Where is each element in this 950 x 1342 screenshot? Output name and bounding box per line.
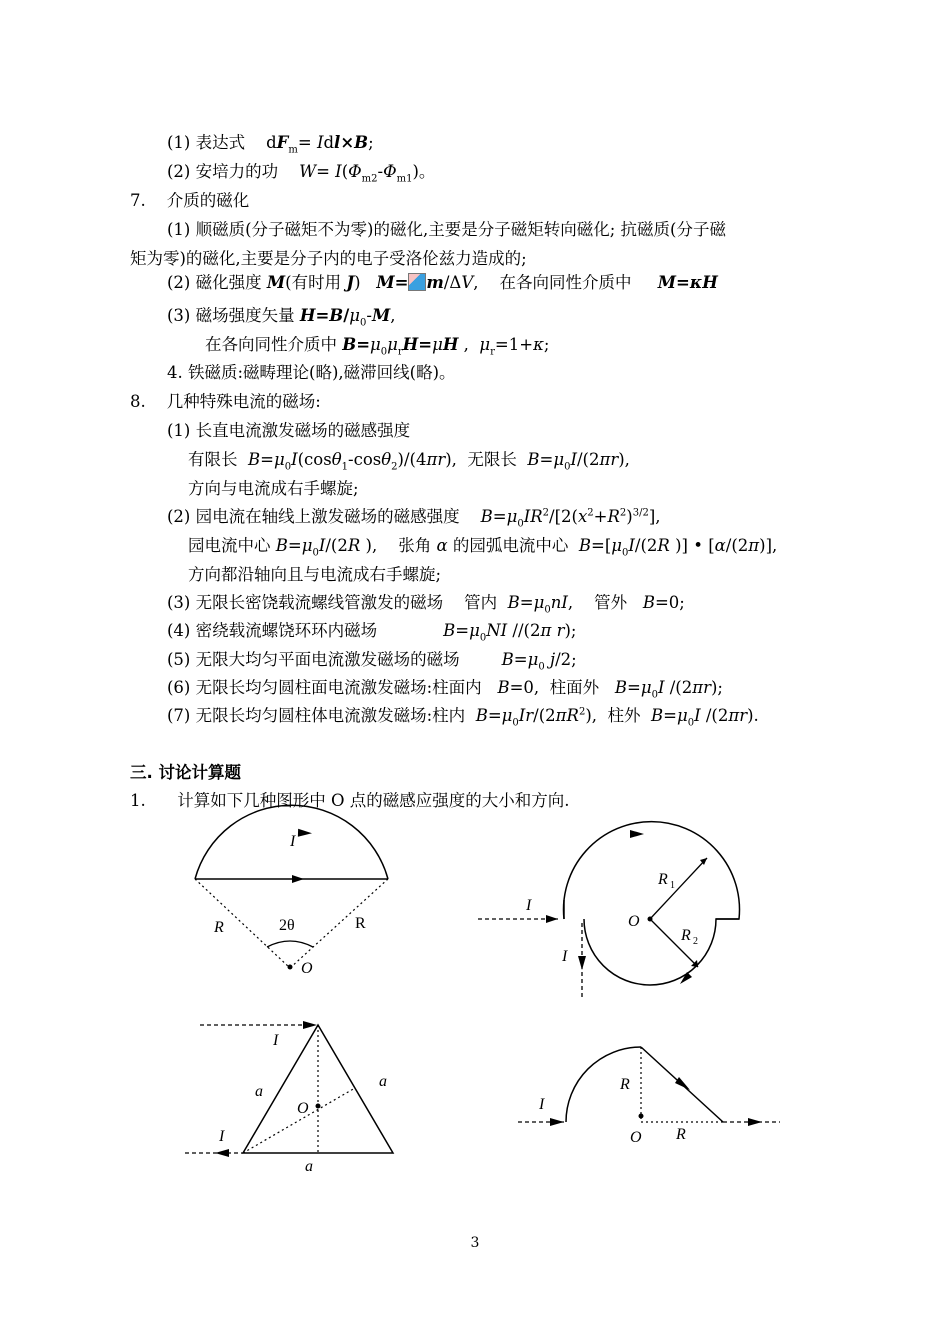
line-q6: (6) 无限长均匀圆柱面电流激发磁场:柱面内 B=0, 柱面外 $B=\mu_0I$ /(2πr); [167, 678, 723, 701]
line-ampere-work: (2) 安培力的功 $W= I(\Phi_{m2}-\Phi_{m1})$。 [167, 162, 436, 185]
page-number: 3 [470, 1235, 480, 1251]
label-r1-sub: 1 [670, 880, 675, 891]
label-radius-right: R [355, 915, 366, 932]
lead-in-arrow-icon [550, 1118, 564, 1126]
line-q1: (1) 长直电流激发磁场的磁感强度 [167, 421, 411, 440]
label-o: O [628, 913, 640, 930]
point-o [288, 965, 293, 970]
label-r2: R [681, 927, 691, 944]
section-8-title: 8. 几种特殊电流的磁场: [130, 392, 321, 411]
lead-in-arrow-icon [303, 1021, 317, 1029]
label-r2-sub: 2 [693, 936, 698, 947]
slant-arrow-icon [675, 1077, 690, 1090]
diagram-two-radius [478, 828, 748, 1003]
section-7-title: 7. 介质的磁化 [130, 191, 250, 210]
arc-arrow-icon [298, 829, 312, 837]
radius-r2 [650, 919, 698, 967]
line-q5: (5) 无限大均匀平面电流激发磁场的磁场 $B=\mu_0$ j/2; [167, 650, 577, 673]
diagram-quarter-arc [518, 1035, 788, 1150]
label-current-out: I [219, 1128, 225, 1145]
text-expression-label: (1) 表达式 [167, 133, 246, 152]
label-side-left: a [255, 1083, 263, 1100]
line-q1-formula: 有限长 $B=\mu_0I(\cos\theta_1-\cos\theta_2)/(4\pi r)$, 无限长 $B=\mu_0I/(2\pi r)$, [188, 450, 630, 473]
chord-arrow-icon [292, 875, 304, 883]
label-current-in: I [273, 1032, 279, 1049]
center-o [639, 1114, 644, 1119]
line-para-dia: (1) 顺磁质(分子磁矩不为零)的磁化,主要是分子磁矩转向磁化; 抗磁质(分子磁 [167, 220, 726, 239]
label-side-bottom: a [305, 1158, 313, 1175]
radius-r1 [650, 858, 707, 919]
label-current: I [290, 833, 296, 850]
diagram-arc-sector [180, 820, 410, 990]
label-r1: R [658, 871, 668, 888]
line-q3: (3) 无限长密饶载流螺线管激发的磁场 管内 $B=\mu_0nI$, 管外 B=0; [167, 593, 685, 616]
line-q4: (4) 密绕载流螺饶环环内磁场 $B=\mu_0NI$ //(2π r); [167, 621, 577, 644]
sum-symbol-image-icon [408, 273, 426, 291]
label-radius-vertical: R [620, 1076, 630, 1093]
line-field-strength: (3) 磁场强度矢量 $H=B/\mu_0-M$, [167, 306, 396, 329]
inner-arrow-icon [680, 972, 692, 984]
lead-in-arrow-icon [546, 915, 558, 923]
line-para-dia-cont: 矩为零)的磁化,主要是分子内的电子受洛伦兹力造成的; [130, 249, 527, 268]
center-o [316, 1104, 321, 1109]
lead-out-arrow-icon [578, 956, 586, 970]
label-current: I [539, 1096, 545, 1113]
label-angle: 2θ [279, 917, 295, 934]
outer-inner-loop [564, 822, 740, 985]
lead-out-arrow-icon [215, 1149, 229, 1157]
label-o: O [301, 960, 313, 977]
radius-left [195, 879, 290, 968]
line-q2-center: 园电流中心 $B=\mu_0I/(2R$ ), 张角 α 的园弧电流中心 $B=[\mu_0I/(2R$ )] • [α/(2π)], [188, 536, 778, 559]
line-q2-direction: 方向都沿轴向且与电流成右手螺旋; [188, 565, 442, 584]
lead-out-arrow-icon [748, 1118, 762, 1126]
text-ampere-work-label: (2) 安培力的功 [167, 162, 279, 181]
line-q2: (2) 园电流在轴线上激发磁场的磁感强度 $B=\mu_0IR^2/[2(x^2+R^2)^{3/2}]$, [167, 507, 661, 530]
diagram-triangle [185, 1015, 410, 1180]
label-o: O [297, 1100, 309, 1117]
label-current-out: I [562, 948, 568, 965]
line-ferromagnet: 4. 铁磁质:磁畴理论(略),磁滞回线(略)。 [167, 363, 456, 382]
label-o: O [630, 1129, 642, 1146]
line-q1-direction: 方向与电流成右手螺旋; [188, 479, 359, 498]
line-magnetization: (2) 磁化强度 M(有时用 J) M= m/ΔV, 在各向同性介质中 M=κH [167, 273, 718, 292]
label-side-right: a [379, 1073, 387, 1090]
outer-arrow-icon [630, 830, 644, 838]
exercise-1: 1. 计算如下几种图形中 O 点的磁感应强度的大小和方向. [130, 791, 570, 810]
label-radius-left: R [214, 919, 224, 936]
line-isotropic: 在各向同性介质中 $B=\mu_0\mu_rH=\mu H$ , $\mu_r=1+\kappa$; [205, 335, 550, 358]
label-current-in: I [526, 897, 532, 914]
label-radius-horizontal: R [676, 1126, 686, 1143]
line-force-expression: (1) 表达式 $dF_m= Idl\times B$; [167, 133, 374, 156]
section-3-heading: 三. 讨论计算题 [130, 763, 242, 782]
angle-arc [267, 941, 313, 947]
center-o [648, 917, 653, 922]
radius-right [290, 879, 388, 968]
line-q7: (7) 无限长均匀圆柱体电流激发磁场:柱内 $B=\mu_0Ir/(2\pi R^2)$, 柱外 $B=\mu_0I$ /(2πr). [167, 706, 759, 729]
triangle-wire [243, 1025, 393, 1153]
